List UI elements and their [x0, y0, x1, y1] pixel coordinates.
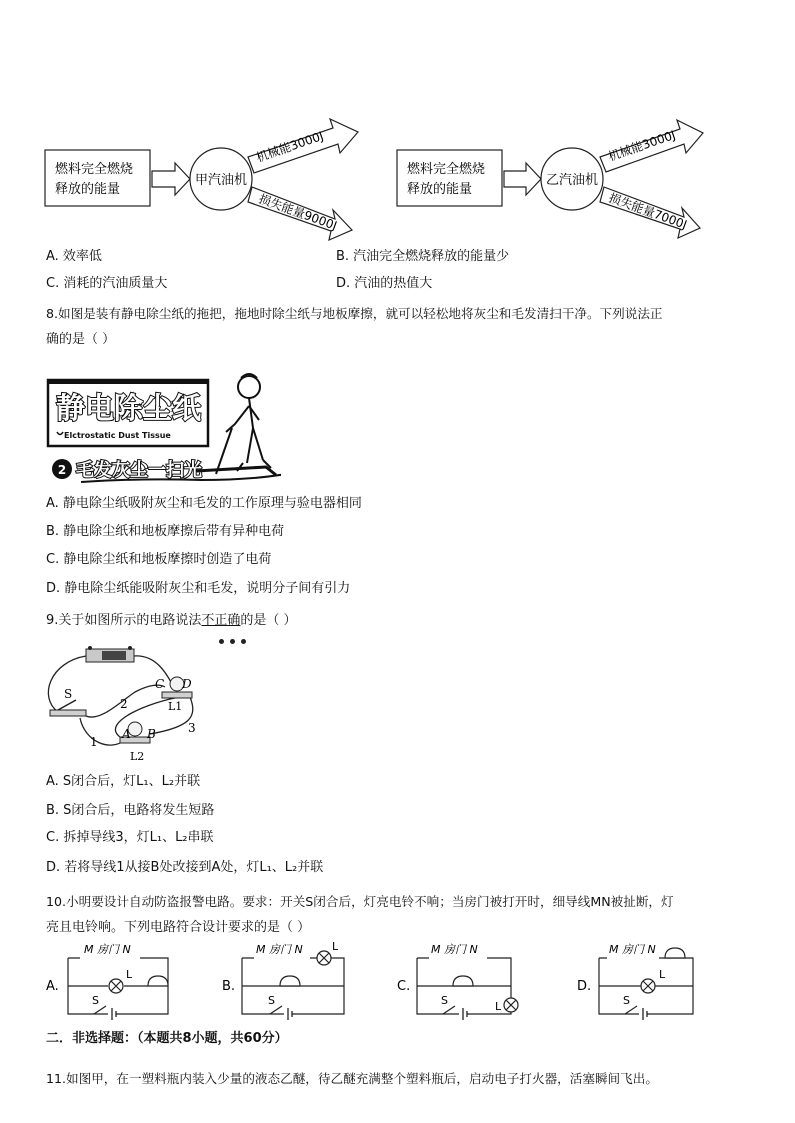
q10-circuit-c — [395, 940, 535, 1020]
q10-stem-line2: 亮且电铃响。下列电路符合设计要求的是（ ） — [46, 920, 311, 935]
mechanical-energy-label-b: 机械能3000J — [606, 127, 678, 164]
q9-option-d: D. 若将导线1从接B处改接到A处，灯L₁、L₂并联 — [46, 860, 324, 875]
door-label: M 房门 N — [609, 943, 656, 956]
engine-label-a: 甲汽油机 — [194, 173, 248, 188]
q10-circuit-a — [44, 940, 204, 1020]
fuel-box-line1: 燃料完全燃烧 — [55, 162, 134, 177]
switch-label: S — [441, 994, 448, 1007]
section-heading: 二．非选择题：（本题共8小题，共60分） — [46, 1031, 288, 1046]
dust-tissue-subtitle: Elctrostatic Dust Tissue — [64, 431, 171, 440]
option-letter: A. — [46, 979, 59, 994]
fuel-box-line2: 释放的能量 — [407, 182, 473, 197]
q9-option-b: B. S闭合后，电路将发生短路 — [46, 803, 215, 818]
wire-label-2: 2 — [120, 697, 128, 711]
label-b: B — [147, 727, 156, 741]
label-l2: L2 — [130, 750, 145, 763]
switch-label: S — [268, 994, 275, 1007]
q9-option-c: C. 拆掉导线3，灯L₁、L₂串联 — [46, 830, 214, 845]
label-d: D — [182, 677, 192, 691]
option-letter: C. — [397, 979, 411, 994]
lamp-label: L — [495, 1000, 502, 1013]
q7-option-b: B. 汽油完全燃烧释放的能量少 — [336, 249, 510, 264]
battery-icon — [86, 646, 134, 662]
lamp-label: L — [659, 968, 666, 981]
q9-stem-after: 的是（ ） — [240, 613, 297, 628]
fuel-box-line2: 释放的能量 — [55, 182, 121, 197]
energy-flow-left — [45, 119, 358, 240]
q9-circuit-diagram — [40, 642, 240, 770]
door-label: M 房门 N — [84, 943, 131, 956]
q9-stem-underlined: 不正确 — [201, 613, 241, 628]
option-letter: D. — [577, 979, 592, 994]
engine-label-b: 乙汽油机 — [545, 173, 599, 188]
switch-label: S — [92, 994, 99, 1007]
mechanical-energy-label-a: 机械能3000J — [254, 128, 326, 165]
q10-stem-line1: 10.小明要设计自动防盗报警电路。要求：开关S闭合后，灯亮电铃不响；当房门被打开时，细导线MN被扯断，灯 — [46, 894, 674, 909]
dust-tissue-caption: 毛发灰尘一扫光 — [76, 460, 202, 481]
q8-option-b: B. 静电除尘纸和地板摩擦后带有异种电荷 — [46, 524, 285, 539]
door-label: M 房门 N — [431, 943, 478, 956]
option-letter: B. — [222, 979, 236, 994]
q8-stem-line1: 8.如图是装有静电除尘纸的拖把，拖地时除尘纸与地板摩擦，就可以轻松地将灰尘和毛发清扫干净。下列说法正 — [46, 306, 663, 321]
q9-stem — [46, 613, 297, 629]
q7-option-a: A. 效率低 — [46, 249, 102, 264]
q10-circuit-b — [220, 940, 360, 1020]
q11-stem: 11.如图甲，在一塑料瓶内装入少量的液态乙醚，待乙醚充满整个塑料瓶后，启动电子打火器，活塞瞬间飞出。 — [46, 1071, 658, 1086]
energy-flow-diagram — [0, 95, 795, 250]
switch-label: S — [623, 994, 630, 1007]
door-label: M 房门 N — [256, 943, 303, 956]
lamp-label: L — [126, 968, 133, 981]
loss-energy-label-b: 损失能量7000J — [606, 190, 689, 232]
dust-tissue-title: 静电除尘纸 — [56, 391, 202, 425]
label-c: C — [155, 677, 165, 691]
switch-icon — [50, 700, 86, 716]
energy-flow-right — [397, 120, 703, 238]
q10-circuit-d — [575, 940, 715, 1020]
wire-label-3: 3 — [188, 721, 196, 735]
step-number: 2 — [57, 463, 67, 477]
label-s: S — [64, 687, 73, 701]
dust-mop-image — [46, 370, 281, 492]
q8-option-a: A. 静电除尘纸吸附灰尘和毛发的工作原理与验电器相同 — [46, 496, 362, 511]
q8-option-c: C. 静电除尘纸和地板摩擦时创造了电荷 — [46, 552, 272, 567]
loss-energy-label-a: 损失能量9000J — [256, 191, 339, 233]
label-a: A — [122, 727, 131, 741]
q8-stem-line2: 确的是（ ） — [46, 332, 116, 347]
q9-stem-before: 9.关于如图所示的电路说法 — [46, 613, 202, 628]
q7-option-c: C. 消耗的汽油质量大 — [46, 276, 168, 291]
lamp-label: L — [332, 940, 339, 953]
fuel-box-line1: 燃料完全燃烧 — [407, 162, 486, 177]
q9-option-a: A. S闭合后，灯L₁、L₂并联 — [46, 774, 201, 789]
q8-option-d: D. 静电除尘纸能吸附灰尘和毛发，说明分子间有引力 — [46, 581, 351, 596]
q7-option-d: D. 汽油的热值大 — [336, 276, 433, 291]
label-l1: L1 — [168, 700, 183, 713]
wire-label-1: 1 — [90, 735, 98, 749]
